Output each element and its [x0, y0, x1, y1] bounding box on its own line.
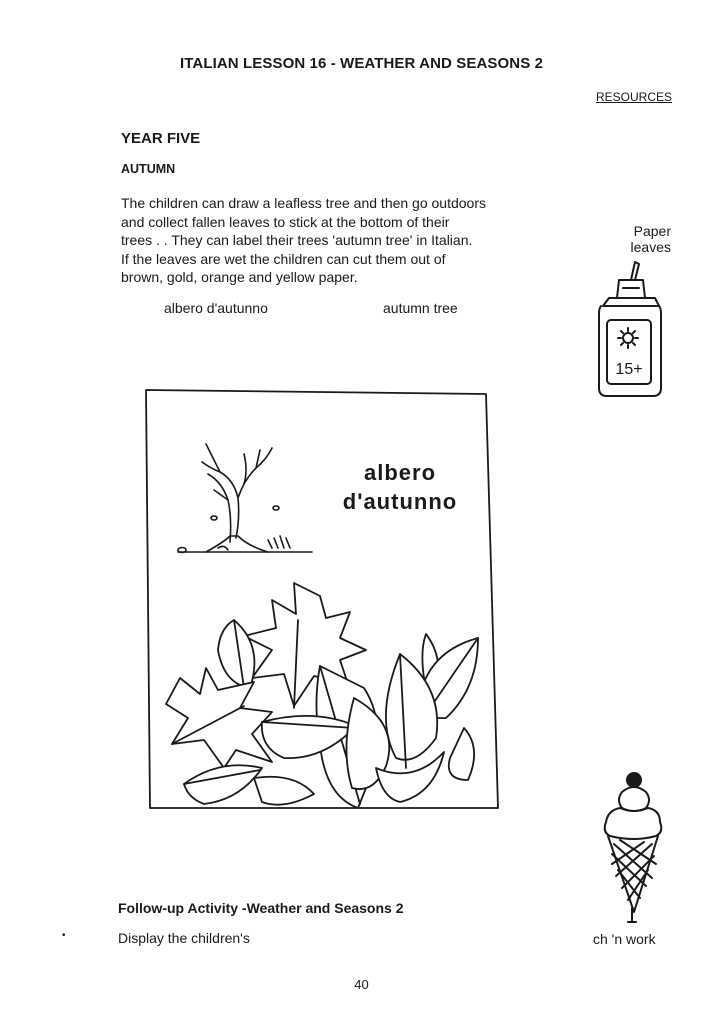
page-title: ITALIAN LESSON 16 - WEATHER AND SEASONS 2: [179, 55, 544, 72]
vocab-english: autumn tree: [383, 300, 458, 316]
paragraph-line: The children can draw a leafless tree and then go outdoors: [121, 195, 487, 211]
instructions-paragraph: [121, 194, 541, 287]
paragraph-line: and collect fallen leaves to stick at the bottom of their: [121, 213, 450, 230]
bare-tree-icon: [178, 444, 312, 553]
paragraph-line: brown, gold, orange and yellow paper.: [121, 269, 358, 285]
vocab-italian: albero d'autunno: [164, 300, 268, 316]
follow-up-item: Display the children's: [118, 930, 250, 946]
paragraph-line: trees . . They can label their trees 'autumn tree' in Italian.: [121, 232, 473, 248]
resources-heading: RESOURCES: [596, 90, 673, 104]
year-heading: YEAR FIVE: [121, 130, 201, 147]
glue-bottle-icon: [589, 258, 665, 400]
autumn-tree-poster: [144, 388, 504, 848]
leaf-pile-icon: [166, 583, 478, 808]
page-number: 40: [354, 977, 369, 992]
paper-label-line: Paper: [633, 223, 671, 239]
paper-leaves-label: [600, 223, 671, 255]
follow-up-heading: Follow-up Activity -Weather and Seasons 2: [118, 900, 404, 916]
follow-up-right-text: ch 'n work: [593, 931, 656, 947]
season-heading: AUTUMN: [121, 162, 176, 176]
paper-label-line: leaves: [630, 239, 671, 255]
glue-label: 15+: [615, 361, 643, 378]
paragraph-line: If the leaves are wet the children can cut them out of: [121, 250, 446, 267]
bullet-marker: •: [62, 930, 66, 941]
ice-cream-cone-icon: [594, 770, 670, 930]
poster-label-line: albero: [363, 460, 437, 485]
poster-label-line: d'autunno: [342, 489, 458, 514]
poster-label: [300, 458, 500, 516]
